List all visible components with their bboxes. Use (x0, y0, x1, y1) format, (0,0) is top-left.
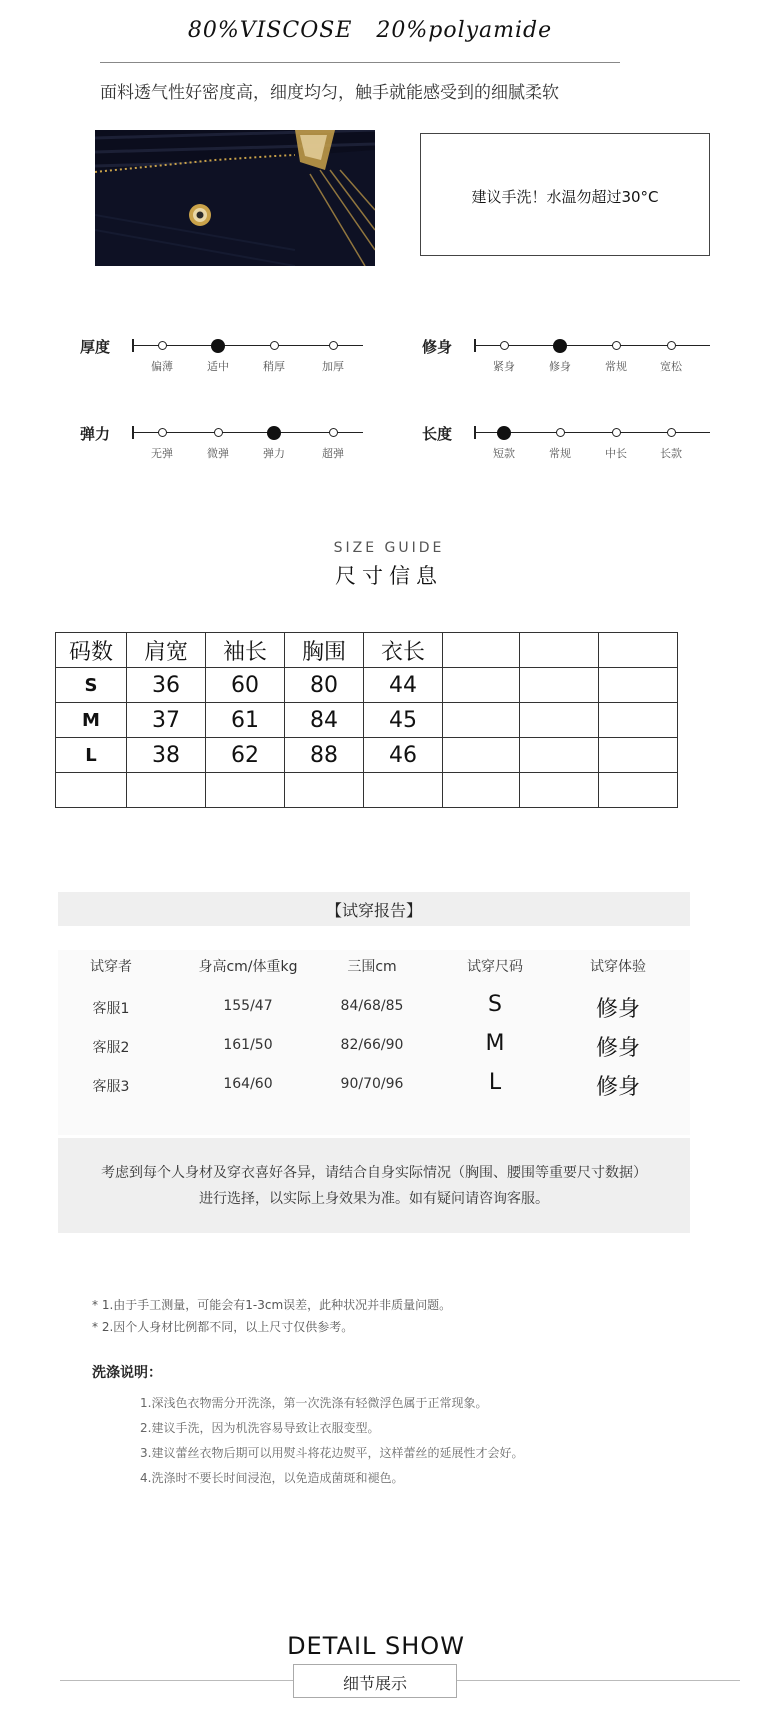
scale-option-label: 弹力 (263, 447, 285, 460)
detail-show-box (293, 1664, 457, 1698)
size-table-cell: 46 (364, 738, 443, 773)
try-on-cell: 客服3 (92, 1079, 130, 1095)
size-table-cell: 88 (285, 738, 364, 773)
try-on-title: 【试穿报告】 (325, 901, 422, 920)
measurement-note-2: * 2.因个人身材比例都不同，以上尺寸仅供参考。 (92, 1320, 354, 1334)
try-on-cell: 82/66/90 (340, 1037, 404, 1053)
try-on-cell: 客服2 (92, 1040, 130, 1056)
scale-option-label: 超弹 (322, 447, 344, 460)
size-table-header-cell (520, 633, 599, 668)
attribute-label: 长度 (422, 425, 453, 443)
try-on-cell: L (488, 1070, 502, 1095)
washing-item-3: 3.建议蕾丝衣物后期可以用熨斗将花边熨平，这样蕾丝的延展性才会好。 (140, 1446, 524, 1460)
try-on-header-cell: 试穿者 (90, 959, 132, 975)
try-on-note-line-2: 进行选择，以实际上身效果为准。如有疑问请咨询客服。 (199, 1191, 549, 1207)
size-table-cell (520, 738, 599, 773)
try-on-header-cell: 身高cm/体重kg (198, 959, 298, 975)
try-on-title-bar (58, 892, 690, 926)
size-table-cell: 61 (206, 703, 285, 738)
size-table-cell (56, 773, 127, 808)
size-table-cell: M (56, 703, 127, 738)
scale-dot (214, 428, 223, 437)
scale-dot (667, 341, 676, 350)
wash-advice-box (420, 133, 710, 256)
size-table-row (56, 773, 678, 808)
size-table-cell (443, 773, 520, 808)
try-on-header-cell: 试穿体验 (590, 959, 646, 975)
size-table-cell (520, 773, 599, 808)
scale-dot (612, 428, 621, 437)
try-on-cell: 164/60 (223, 1076, 273, 1092)
try-on-cell: 客服1 (92, 1001, 130, 1017)
size-table-header-row (56, 633, 678, 668)
size-table-cell (599, 738, 678, 773)
scale-option-label: 无弹 (151, 447, 173, 460)
size-guide-title-en: SIZE GUIDE (333, 540, 445, 556)
try-on-cell: 155/47 (223, 998, 273, 1014)
scale-dot (329, 428, 338, 437)
washing-item-4: 4.洗涤时不要长时间浸泡，以免造成菌斑和褪色。 (140, 1471, 404, 1485)
scale-option-label: 稍厚 (263, 360, 285, 373)
fabric-closeup-photo (95, 130, 375, 266)
size-table-header-cell (599, 633, 678, 668)
size-table-row (56, 668, 678, 703)
try-on-table (58, 950, 690, 1135)
size-table-cell (520, 668, 599, 703)
try-on-note-line-1: 考虑到每个人身材及穿衣喜好各异，请结合自身实际情况（胸围、腰围等重要尺寸数据） (101, 1165, 647, 1181)
size-table-cell (599, 703, 678, 738)
scale-dot (158, 428, 167, 437)
scale-option-label: 中长 (605, 447, 627, 460)
size-table (55, 632, 678, 808)
size-table-cell (520, 703, 599, 738)
size-table-header-cell (443, 633, 520, 668)
header-divider (100, 62, 620, 63)
attribute-label: 修身 (422, 338, 453, 356)
size-table-cell: 45 (364, 703, 443, 738)
scale-option-label: 常规 (549, 447, 571, 460)
size-table-cell (127, 773, 206, 808)
try-on-cell: M (485, 1031, 505, 1056)
size-table-header-cell: 袖长 (206, 633, 285, 668)
scale-option-label: 修身 (549, 360, 571, 373)
scale-dot (500, 341, 509, 350)
attribute-label: 厚度 (80, 338, 111, 356)
size-table-cell: 37 (127, 703, 206, 738)
size-table-row (56, 703, 678, 738)
scale-dot-selected (211, 339, 225, 353)
measurement-note-1: * 1.由于手工测量，可能会有1-3cm误差，此种状况并非质量问题。 (92, 1298, 452, 1312)
washing-item-1: 1.深浅色衣物需分开洗涤，第一次洗涤有轻微浮色属于正常现象。 (140, 1396, 488, 1410)
size-table-header-cell: 码数 (56, 633, 127, 668)
size-table-cell: 84 (285, 703, 364, 738)
size-table-cell (443, 668, 520, 703)
detail-show-title: DETAIL SHOW (287, 1632, 465, 1660)
scale-dot-selected (267, 426, 281, 440)
size-table-cell (364, 773, 443, 808)
scale-option-label: 常规 (605, 360, 627, 373)
scale-option-label: 微弹 (207, 447, 229, 460)
try-on-cell: 90/70/96 (340, 1076, 404, 1092)
fabric-description: 面料透气性好密度高，细度均匀，触手就能感受到的细腻柔软 (100, 83, 559, 103)
scale-option-label: 宽松 (660, 360, 682, 373)
size-table-cell: 80 (285, 668, 364, 703)
try-on-cell: 161/50 (223, 1037, 273, 1053)
size-table-cell (599, 773, 678, 808)
scale-option-label: 短款 (493, 447, 515, 460)
scale-dot (270, 341, 279, 350)
scale-option-label: 长款 (660, 447, 682, 460)
size-table-cell (443, 738, 520, 773)
scale-dot (329, 341, 338, 350)
try-on-cell: 84/68/85 (340, 998, 404, 1014)
scale-option-label: 紧身 (493, 360, 515, 373)
scale-option-label: 偏薄 (151, 360, 173, 373)
attribute-label: 弹力 (80, 425, 111, 443)
size-table-cell: 60 (206, 668, 285, 703)
try-on-header-cell: 试穿尺码 (467, 959, 523, 975)
size-table-cell (285, 773, 364, 808)
scale-dot (556, 428, 565, 437)
size-table-header-cell: 衣长 (364, 633, 443, 668)
scale-dot (667, 428, 676, 437)
size-table-cell: 36 (127, 668, 206, 703)
scale-dot (158, 341, 167, 350)
try-on-cell: 修身 (595, 1036, 640, 1061)
scale-dot-selected (553, 339, 567, 353)
try-on-header-cell: 三围cm (347, 959, 397, 975)
size-table-cell (599, 668, 678, 703)
size-table-cell: 44 (364, 668, 443, 703)
try-on-cell: 修身 (595, 1075, 640, 1100)
washing-heading: 洗涤说明： (92, 1365, 162, 1381)
size-table-cell (206, 773, 285, 808)
scale-option-label: 适中 (207, 360, 229, 373)
try-on-cell: 修身 (595, 997, 640, 1022)
scale-option-label: 加厚 (322, 360, 344, 373)
size-table-cell (443, 703, 520, 738)
try-on-cell: S (488, 992, 502, 1017)
wash-advice-text: 建议手洗！水温勿超过30°C (471, 188, 659, 206)
try-on-note (58, 1138, 690, 1233)
scale-dot (612, 341, 621, 350)
size-table-cell: 62 (206, 738, 285, 773)
size-table-header-cell: 胸围 (285, 633, 364, 668)
size-table-row (56, 738, 678, 773)
size-table-cell: S (56, 668, 127, 703)
size-guide-title-cn: 尺寸信息 (335, 564, 443, 588)
fabric-composition: 80%VISCOSE 20%polyamide (187, 18, 553, 43)
size-table-header-cell: 肩宽 (127, 633, 206, 668)
detail-show-subtitle: 细节展示 (342, 1674, 407, 1693)
washing-item-2: 2.建议手洗，因为机洗容易导致让衣服变型。 (140, 1421, 380, 1435)
scale-dot-selected (497, 426, 511, 440)
size-table-cell: 38 (127, 738, 206, 773)
size-table-cell: L (56, 738, 127, 773)
